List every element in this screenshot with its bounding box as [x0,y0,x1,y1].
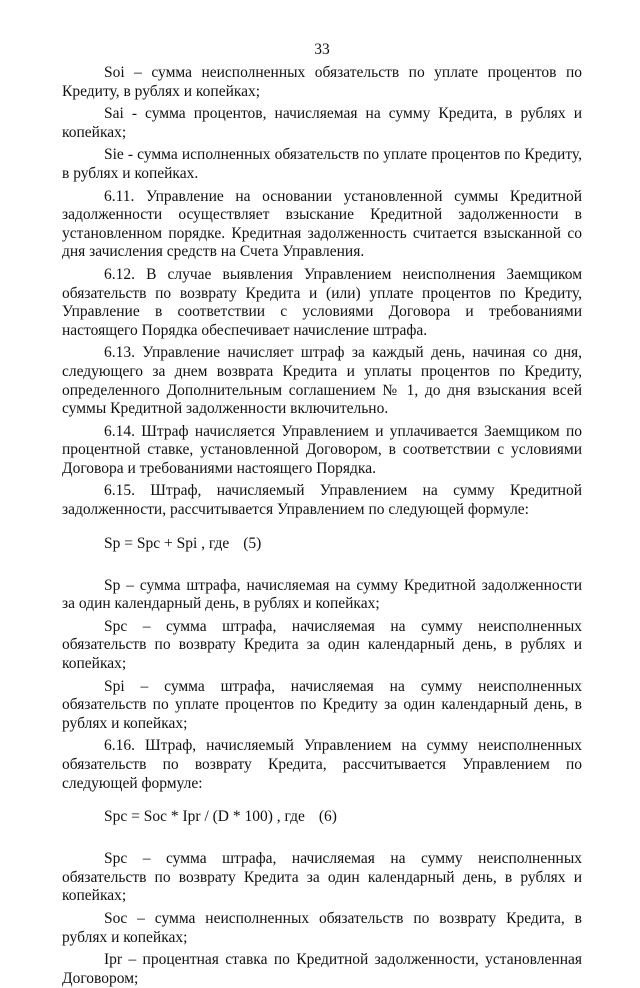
clause-6-14: 6.14. Штраф начисляется Управлением и уплачивается Заемщиком по процентной ставке, установленной Договором, в соответствии с условиями Договора и требованиями настоящего Порядка. [62,422,582,477]
definition-soi: Soi – сумма неисполненных обязательств по уплате процентов по Кредиту, в рублях и копейках; [62,64,582,100]
formula-6 [104,807,582,826]
definition-soc: Soc – сумма неисполненных обязательств по возврату Кредита, в рублях и копейках; [62,909,582,946]
formula-5-number: (5) [243,534,262,552]
definition-sai: Sai - сумма процентов, начисляемая на сумму Кредита, в рублях и копейках; [62,105,582,141]
definition-spc: Spc – сумма штрафа, начисляемая на сумму неисполненных обязательств по возврату Кредита за один календарный день, в рублях и копейках; [62,617,582,673]
clause-6-15: 6.15. Штраф, начисляемый Управлением на сумму Кредитной задолженности, рассчитывается Управлением по следующей формуле: [62,482,582,519]
definition-sie: Sie - сумма исполненных обязательств по уплате процентов по Кредиту, в рублях и копейках. [62,146,582,182]
clause-6-16: 6.16. Штраф, начисляемый Управлением на сумму неисполненных обязательств по возврату Кредита, рассчитывается Управлением по следующей формуле: [62,737,582,792]
formula-6-number: (6) [318,808,337,826]
page-number: 33 [314,41,330,58]
definition-spc-2: Spc – сумма штрафа, начисляемая на сумму неисполненных обязательств по возврату Кредита за один календарный день, в рублях и копейках; [62,850,582,905]
formula-5 [104,534,582,553]
clause-6-11: 6.11. Управление на основании установленной суммы Кредитной задолженности осуществляет взыскание Кредитной задолженности в установленном порядке. Кредитная задолженность считается взысканной со дня зачисления средств на Счета Управления. [62,187,582,261]
clause-6-12: 6.12. В случае выявления Управлением неисполнения Заемщиком обязательств по возврату Кредита и (или) уплате процентов по Кредиту, Управление в соответствии с условиями Договора и требованиями настоящего Порядка обеспечивает начисление штрафа. [62,265,582,339]
formula-5-expression: Sp = Spc + Spi , где [104,534,230,552]
clause-6-13: 6.13. Управление начисляет штраф за каждый день, начиная со дня, следующего за днем возврата Кредита и уплаты процентов по Кредиту, определенного Дополнительным соглашением № 1, до дня взыскания всей суммы Кредитной задолженности включительно. [62,344,582,418]
definition-sp: Sp – сумма штрафа, начисляемая на сумму Кредитной задолженности за один календарный день, в рублях и копейках; [62,576,582,613]
definition-ipr: Ipr – процентная ставка по Кредитной задолженности, установленная Договором; [62,951,582,987]
definition-spi: Spi – сумма штрафа, начисляемая на сумму неисполненных обязательств по уплате процентов по Кредиту за один календарный день, в рублях и копейках; [62,677,582,732]
formula-6-expression: Spc = Soc * Ipr / (D * 100) , где [104,808,305,826]
